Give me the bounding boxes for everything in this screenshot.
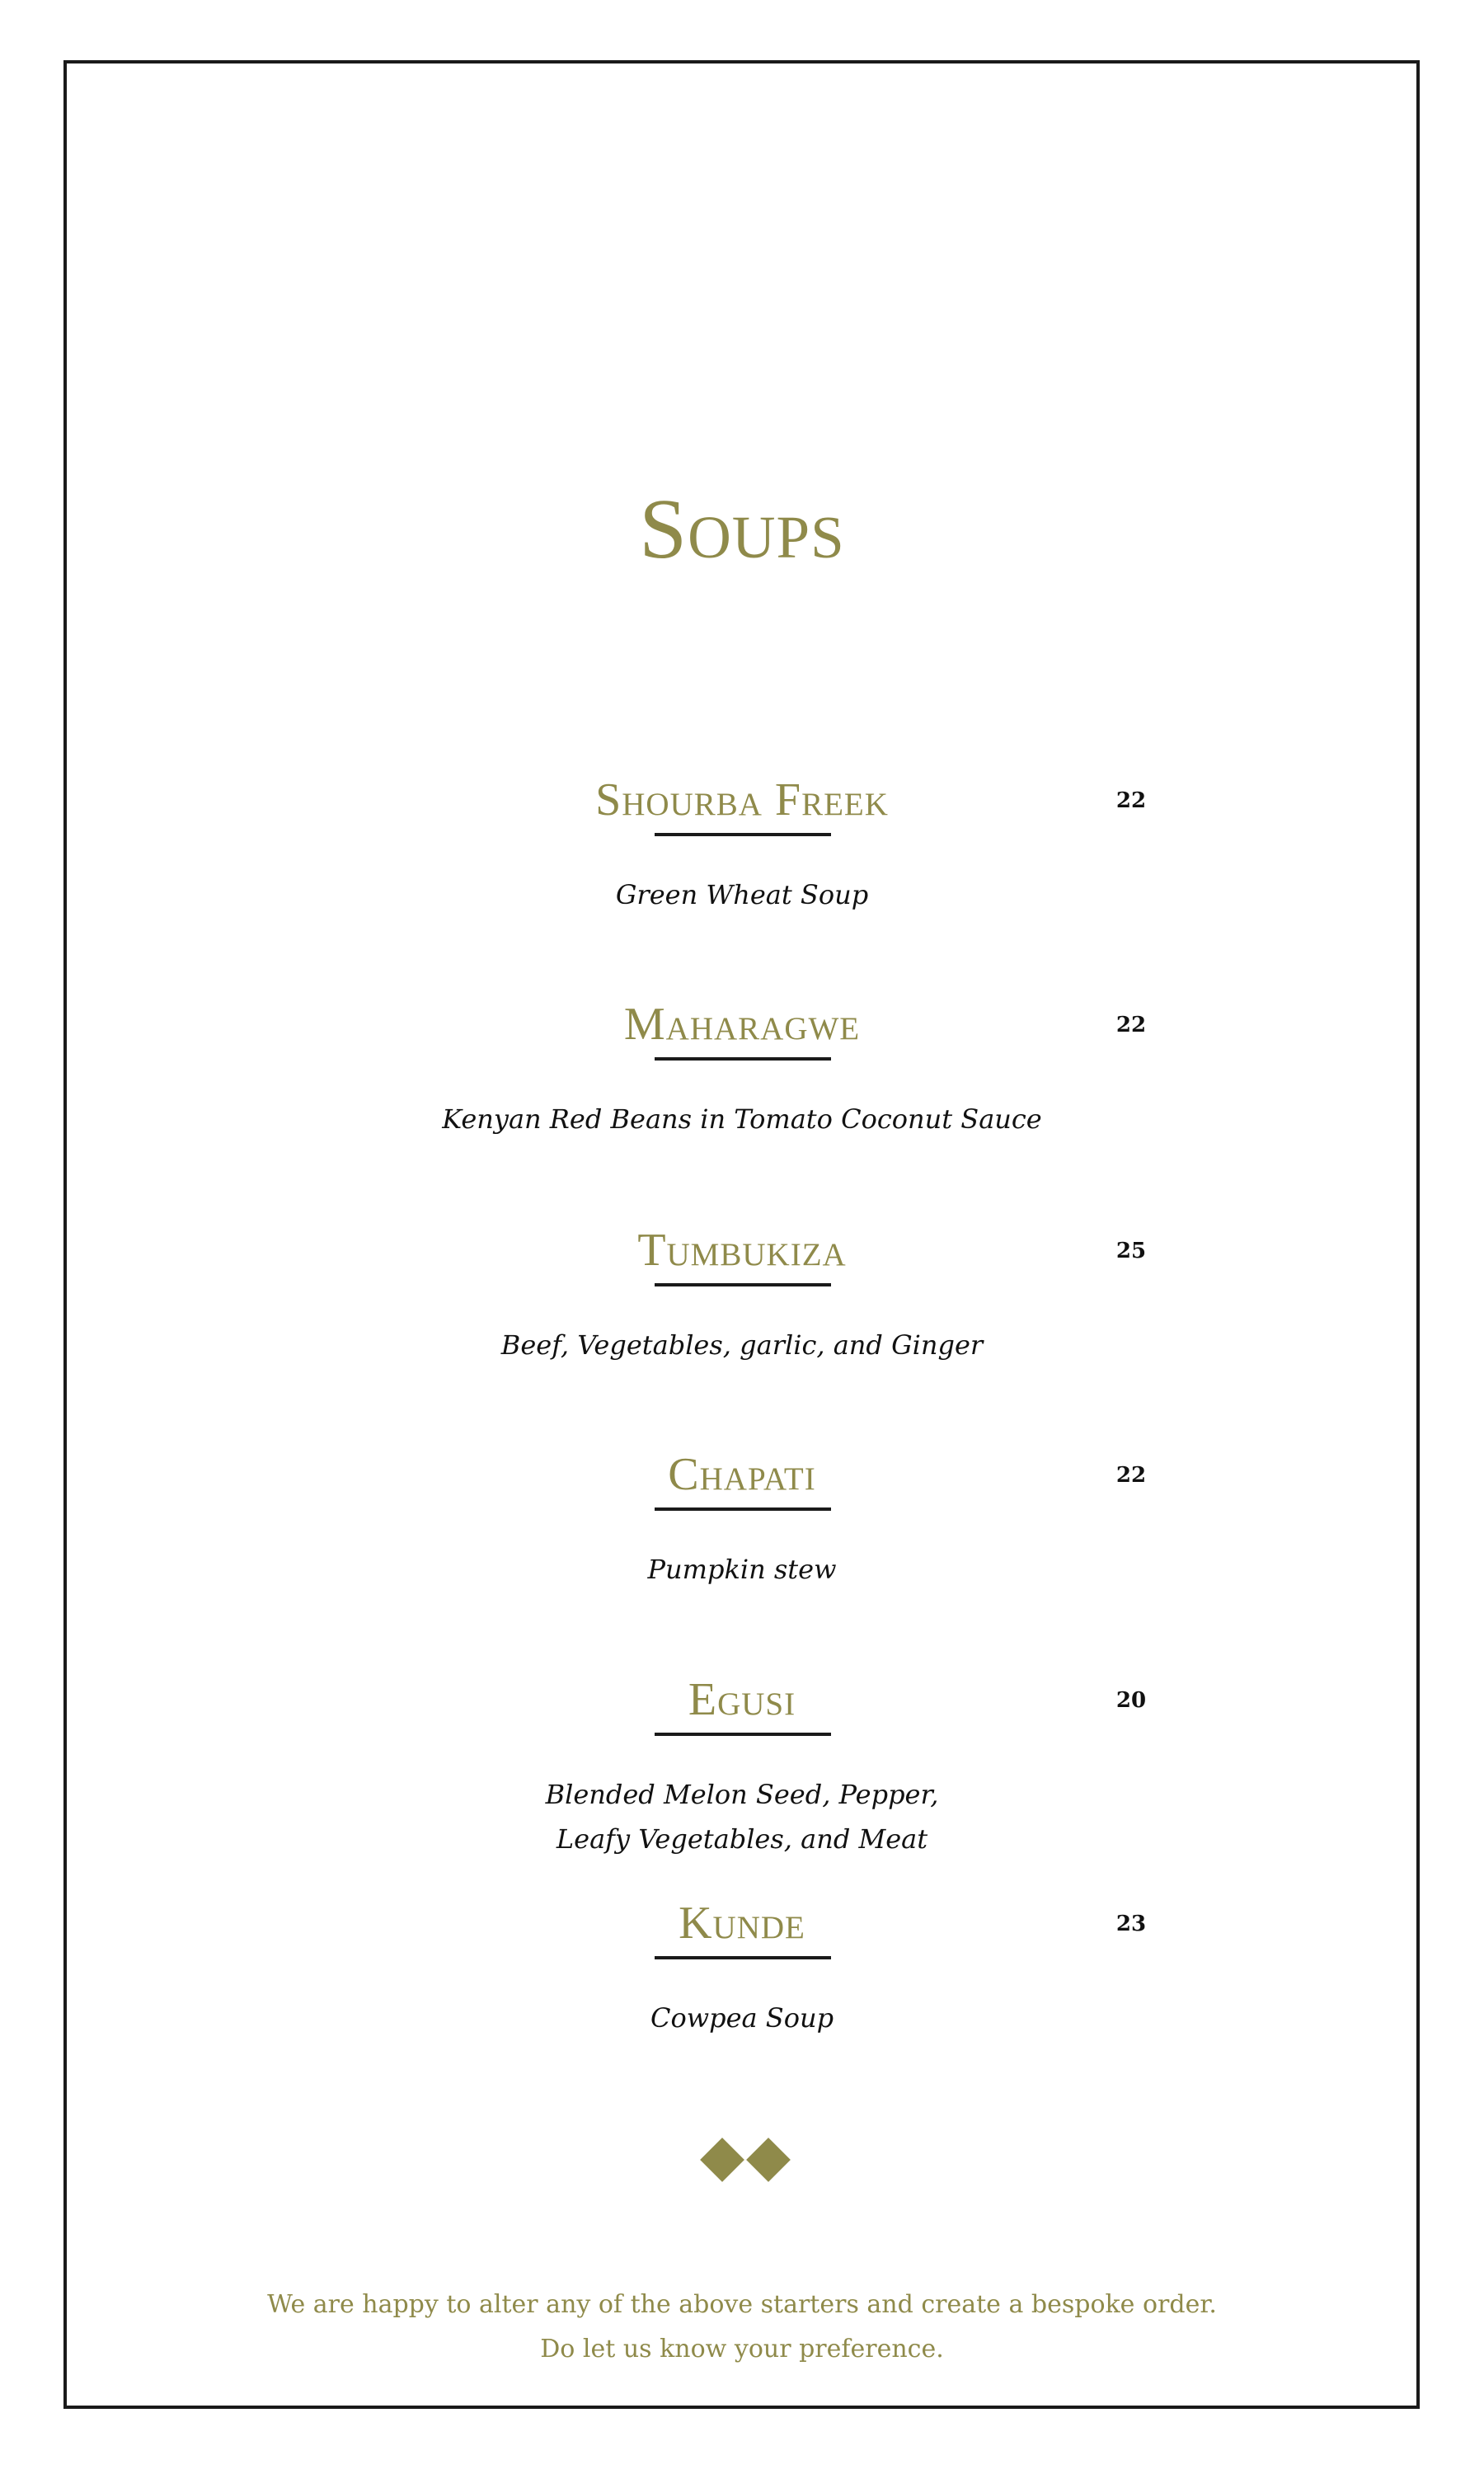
footer-line: Do let us know your preference. [540,2335,944,2363]
menu-item-price: 22 [1115,1013,1147,1037]
footer-line: We are happy to alter any of the above starters and create a bespoke order. [267,2290,1217,2319]
menu-item-price: 22 [1115,1463,1147,1488]
footer-note [0,2283,1484,2372]
menu-item-divider [655,1283,831,1286]
menu-item-name: Kunde [679,1898,805,1949]
menu-item-description-line: Kenyan Red Beans in Tomato Coconut Sauce [442,1103,1042,1135]
menu-item-description-line: Blended Melon Seed, Pepper, [545,1779,939,1810]
menu-item-description [0,1097,1484,1141]
menu-item-name: Maharagwe [623,999,861,1050]
menu-item-description [0,1772,1484,1861]
diamond-icon [700,2138,744,2182]
menu-item-divider [655,833,831,836]
menu-item-divider [655,1733,831,1736]
page-title: Soups [639,482,845,576]
menu-item-name: Shourba Freek [595,774,889,825]
menu-item-description [0,1547,1484,1592]
menu-item-divider [655,1956,831,1959]
menu-item-description-line: Cowpea Soup [650,2002,834,2034]
menu-item-divider [655,1507,831,1511]
menu-item-description-line: Green Wheat Soup [615,879,869,910]
menu-item-price: 20 [1115,1688,1147,1713]
ornament [0,2136,1484,2185]
menu-item-description-line: Beef, Vegetables, garlic, and Ginger [500,1329,984,1361]
menu-item-description-line: Leafy Vegetables, and Meat [556,1823,928,1855]
menu-item-description-line: Pumpkin stew [647,1554,837,1585]
menu-item-description [0,872,1484,917]
menu-item-name: Egusi [688,1674,796,1725]
diamond-icon [746,2138,791,2182]
menu-item-name: Tumbukiza [637,1225,847,1276]
menu-item-price: 25 [1115,1239,1147,1263]
menu-item-price: 23 [1115,1912,1147,1936]
menu-item-description [0,1996,1484,2040]
menu-item-name: Chapati [668,1449,816,1500]
menu-item-divider [655,1057,831,1061]
menu-item-price: 22 [1115,788,1147,813]
menu-item-description [0,1323,1484,1367]
